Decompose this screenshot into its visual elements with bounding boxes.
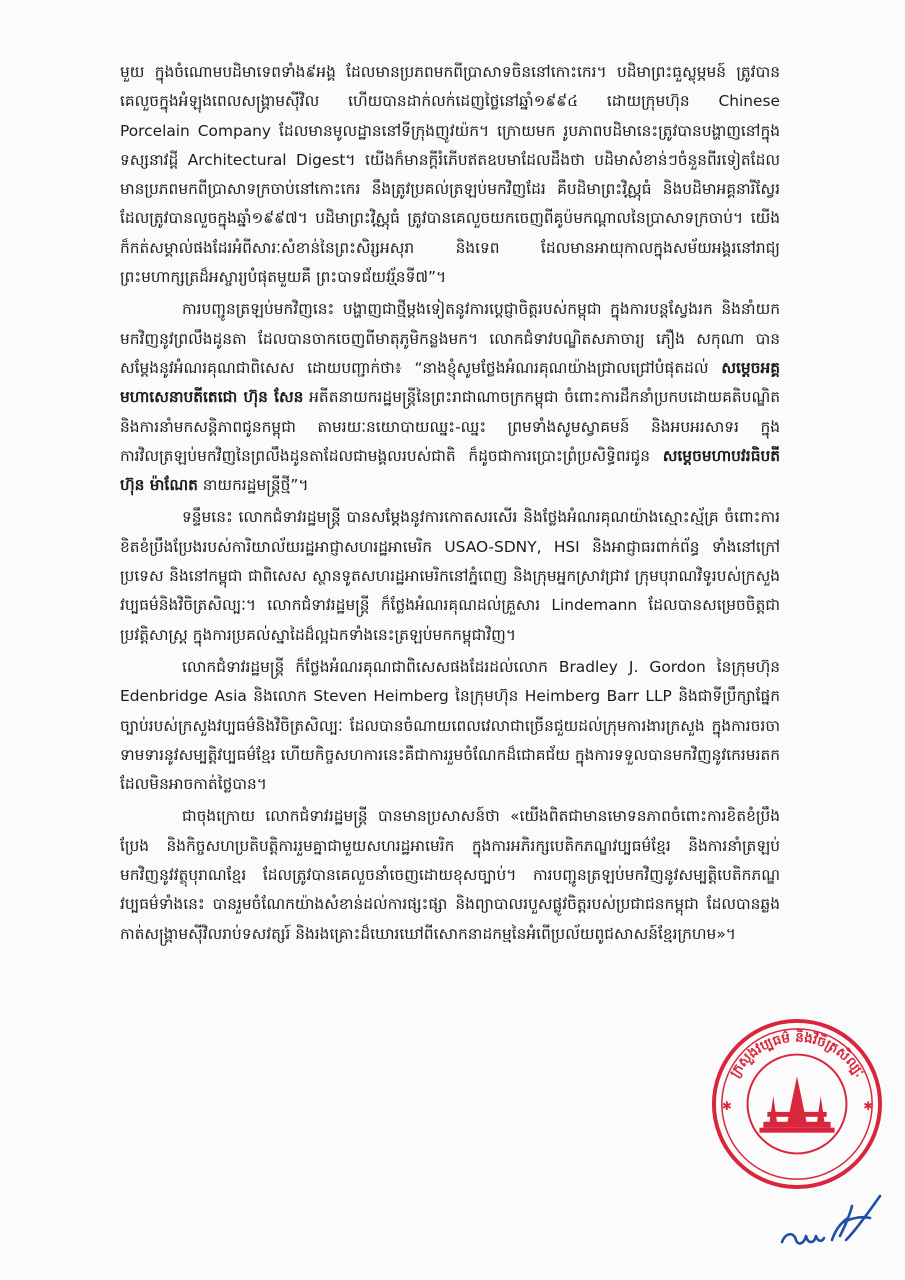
bold-name: សម្តេចអគ្គមហាសេនាបតីតេជោ ហ៊ុន សែន [120, 358, 780, 407]
seal-star-left: ✱ [721, 1098, 732, 1113]
document-body [120, 58, 780, 952]
paragraph-text: លោកជំទាវរដ្ឋមន្ត្រី ក៏ថ្លែងអំណរគុណជាពិសេសផងដែរដល់លោក Bradley J. Gordon នៃក្រុមហ៊ុន Edenbridge Asia និងលោក Steven Heimberg នៃក្រុមហ៊ុន Heimberg Barr LLP និងជាទីប្រឹក្សាផ្នែកច្បាប់របស់ក្រសួងវប្បធម៌និងវិចិត្រសិល្បៈ ដែលបានចំណាយពេលវេលាជាច្រើនជួយដល់ក្រុមការងារក្រសួង ក្នុងការចរចាទាមទារនូវសម្បត្តិវប្បធម៌ខ្មែរ ហើយកិច្ចសហការនេះគឺជាការរួមចំណែកដ៏ជោគជ័យ ក្នុងការទទួលបានមកវិញនូវកេរមរតកដែលមិនអាចកាត់ថ្លៃបាន។ [120, 657, 780, 794]
paragraph-p5 [120, 802, 780, 948]
paragraph-text: ការបញ្ជូនត្រឡប់មកវិញនេះ បង្ហាញជាថ្មីម្តងទៀតនូវការប្តេជ្ញាចិត្តរបស់កម្ពុជា ក្នុងការបន្តស្វែងរក និងនាំយកមកវិញនូវព្រលឹងដូនតា ដែលបានចាកចេញពីមាតុភូមិកន្លងមក។ លោកជំទាវបណ្ឌិតសភាចារ្យ ភឿង សកុណា បានសម្តែងនូវអំណរគុណជាពិសេស ដោយបញ្ជាក់ថា៖ “នាងខ្ញុំសូមថ្លែងអំណរគុណយ៉ាងជ្រាលជ្រៅបំផុតដល់ [120, 300, 780, 377]
bold-name: សម្តេចមហាបវរធិបតី ហ៊ុន ម៉ាណែត [120, 446, 780, 495]
paragraph-p3 [120, 503, 780, 649]
handwritten-signature-icon [776, 1192, 886, 1252]
paragraph-text: ជាចុងក្រោយ លោកជំទាវរដ្ឋមន្ត្រី បានមានប្រសាសន៍ថា «យើងពិតជាមានមោទនភាពចំពោះការខិតខំប្រឹងប្រែង និងកិច្ចសហប្រតិបត្តិការរួមគ្នាជាមួយសហរដ្ឋអាមេរិក ក្នុងការអភិរក្សបេតិកភណ្ឌវប្បធម៌ខ្មែរ និងការនាំត្រឡប់មកវិញនូវវត្ថុបុរាណខ្មែរ ដែលត្រូវបានគេលួចនាំចេញដោយខុសច្បាប់។ ការបញ្ជូនត្រឡប់មកវិញនូវសម្បត្តិបេតិកភណ្ឌវប្បធម៌ទាំងនេះ បានរួមចំណែកយ៉ាងសំខាន់ដល់ការផ្សះផ្សា និងព្យាបាលរបួសផ្លូវចិត្តរបស់ប្រជាជនកម្ពុជា ដែលបានឆ្លងកាត់សង្គ្រាមស៊ីវិលរាប់ទសវត្សរ៍ និងរងគ្រោះដ៏ឃោរឃៅពីសោកនាដកម្មនៃអំពើប្រល័យពូជសាសន៍ខ្មែរក្រហម»។ [120, 807, 780, 943]
paragraph-p4 [120, 653, 780, 799]
seal-ring-text: ក្រសួងវប្បធម៌ និងវិចិត្រសិល្បៈ [727, 1030, 867, 1081]
paragraph-text: នាយករដ្ឋមន្ត្រីថ្មី”។ [197, 476, 309, 495]
paragraph-text: អតីតនាយករដ្ឋមន្ត្រីនៃព្រះរាជាណាចក្រកម្ពុជា ចំពោះការដឹកនាំប្រកបដោយគតិបណ្ឌិត និងការនាំមកសន្តិភាពជូនកម្ពុជា តាមរយៈនយោបាយឈ្នះ-ឈ្នះ ព្រមទាំងសូមស្វាគមន៍ និងអបអរសាទរ ក្នុងការវិលត្រឡប់មកវិញនៃព្រលឹងដូនតាដែលជាមង្គលរបស់ជាតិ ក៏ដូចជាការប្រោះព្រំប្រសិទ្ធិពរជូន [120, 388, 781, 465]
paragraph-text: មួយ ក្នុងចំណោមបដិមាទេពទាំង៩អង្គ ដែលមានប្រភពមកពីប្រាសាទចិននៅកោះកេរ។ បដិមាព្រះធួស្លុម្ភមន៍ ត្រូវបានគេលួចក្នុងអំឡុងពេលសង្គ្រាមស៊ីវិល ហើយបានដាក់លក់ដេញថ្លៃនៅឆ្នាំ១៩៩៤ ដោយក្រុមហ៊ុន Chinese Porcelain Company ដែលមានមូលដ្ឋាននៅទីក្រុងញូវយ៉ក។ ក្រោយមក រូបភាពបដិមានេះត្រូវបានបង្ហាញនៅក្នុងទស្សនាវដ្តី Architectural Digest។ យើងក៏មានក្តីរំភើបឥតឧបមាដែលដឹងថា បដិមាសំខាន់ៗចំនួនពីរទៀតដែលមានប្រភពមកពីប្រាសាទក្រចាប់នៅកោះកេរ នឹងត្រូវប្រគល់ត្រឡប់មកវិញដែរ គឺបដិមាព្រះវិស្ណុធំ និងបដិមាអគ្គនារីស្វែរ ដែលត្រូវបានលួចក្នុងឆ្នាំ១៩៩៧។ បដិមាព្រះវិស្ណុធំ ត្រូវបានគេលួចយកចេញពីគូប៉មកណ្តាលនៃប្រាសាទក្រចាប់។ យើងក៏កត់សម្គាល់ផងដែរអំពីសារៈសំខាន់នៃព្រះសិរ្សអសុរា និងទេព ដែលមានអាយុកាលក្នុងសម័យអង្គរនៅរាជ្យព្រះមហាក្សត្រដ៏អស្ចារ្យបំផុតមួយគឺ ព្រះបាទជ័យវរ្ម័នទី៧”។ [120, 63, 780, 287]
paragraph-text: ទន្ទឹមនេះ លោកជំទាវរដ្ឋមន្ត្រី បានសម្តែងនូវការកោតសរសើរ និងថ្លែងអំណរគុណយ៉ាងស្មោះស្ម័គ្រ ចំពោះការខិតខំប្រឹងប្រែងរបស់ការិយាល័យរដ្ឋអាជ្ញាសហរដ្ឋអាមេរិក USAO-SDNY, HSI និងអាជ្ញាធរពាក់ព័ន្ធ ទាំងនៅក្រៅប្រទេស និងនៅកម្ពុជា ជាពិសេស ស្ថានទូតសហរដ្ឋអាមេរិកនៅភ្នំពេញ និងក្រុមអ្នកស្រាវជ្រាវ ក្រុមបុរាណវិទូរបស់ក្រសួងវប្បធម៌និងវិចិត្រសិល្បៈ។ លោកជំទាវរដ្ឋមន្ត្រី ក៏ថ្លែងអំណរគុណដល់គ្រួសារ Lindemann ដែលបានសម្រេចចិត្តជាប្រវត្តិសាស្ត្រ ក្នុងការប្រគល់ស្នាដៃដ៏ល្អឯកទាំងនេះត្រឡប់មកកម្ពុជាវិញ។ [120, 508, 780, 644]
angkor-wat-seal-icon [759, 1076, 834, 1132]
paragraph-p2 [120, 295, 780, 500]
seal-star-right: ✱ [863, 1098, 874, 1113]
paragraph-p1 [120, 58, 780, 292]
official-seal-stamp [708, 1015, 886, 1193]
